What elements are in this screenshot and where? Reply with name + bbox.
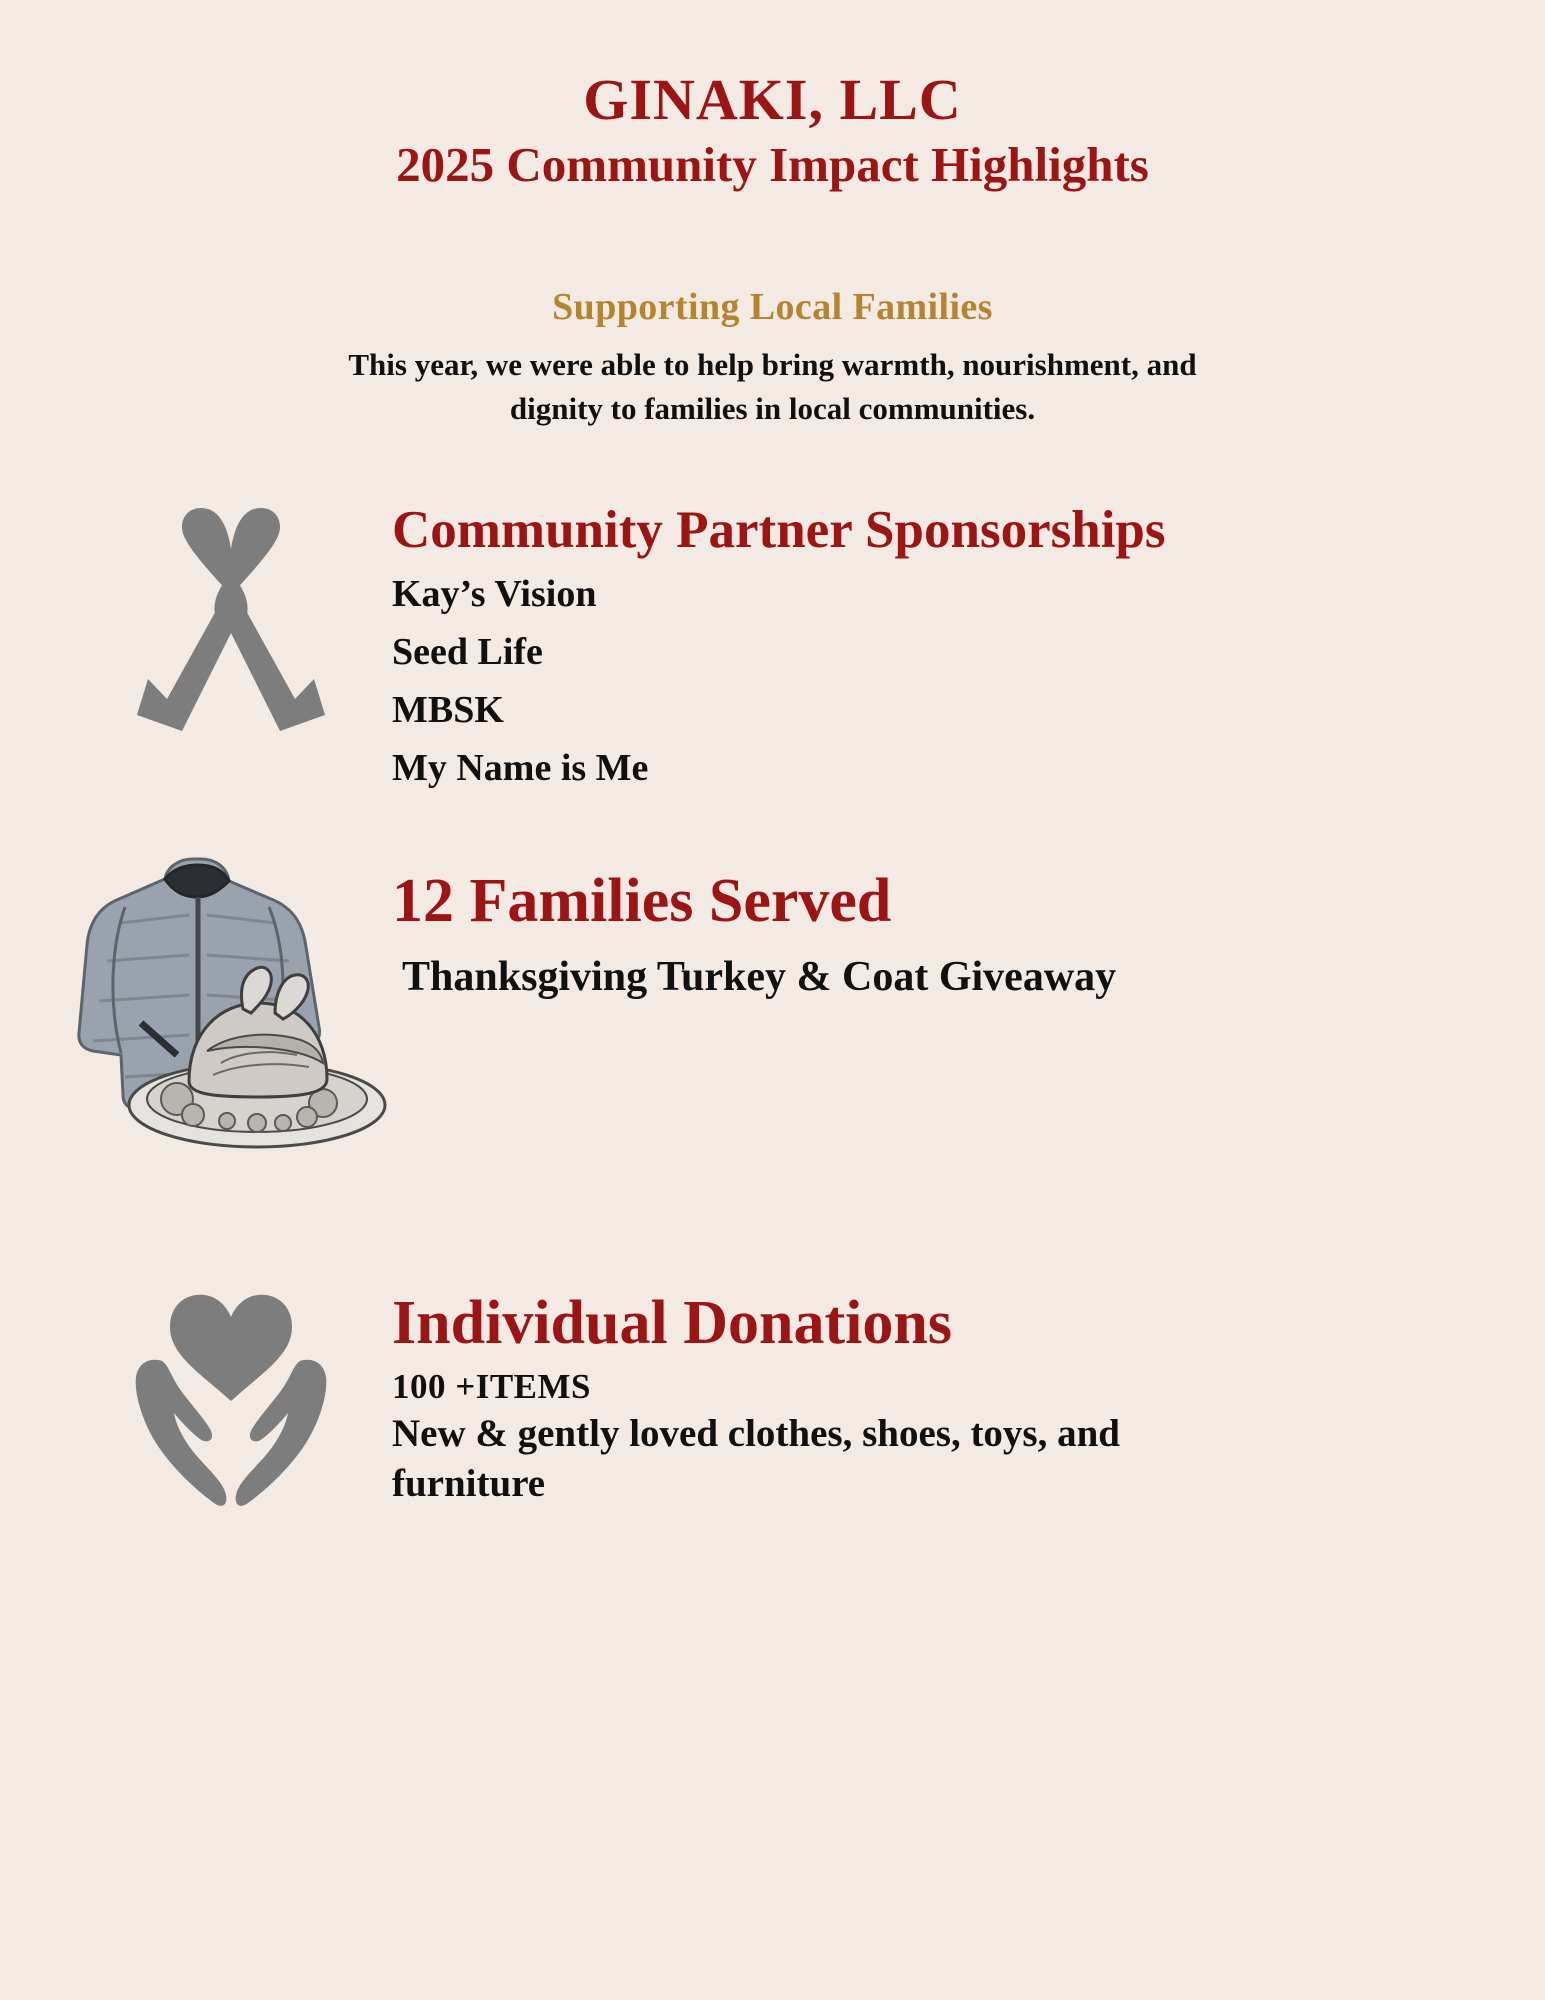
winter-coat-and-turkey-icon <box>61 837 401 1157</box>
heart-in-hands-icon <box>96 1273 366 1523</box>
list-item: My Name is Me <box>392 747 649 790</box>
awareness-ribbon-icon <box>124 503 339 763</box>
donation-description: New & gently loved clothes, shoes, toys, and furniture <box>392 1411 1120 1506</box>
section-text-container <box>366 1273 1505 1509</box>
section-icon-container <box>96 503 366 763</box>
section-icon-container <box>96 837 366 1157</box>
section-title: Community Partner Sponsorships <box>392 501 1166 560</box>
section-text-container <box>366 503 1505 797</box>
section-text-container <box>366 837 1505 1000</box>
section-families-served <box>0 837 1545 1157</box>
list-item: MBSK <box>392 689 504 732</box>
intro-heading: Supporting Local Families <box>552 286 993 329</box>
section-title: Individual Donations <box>392 1289 952 1358</box>
section-subtitle: Thanksgiving Turkey & Coat Giveaway <box>402 953 1117 1000</box>
page-subtitle: 2025 Community Impact Highlights <box>396 136 1149 192</box>
intro-block <box>0 285 1545 431</box>
page-header <box>0 0 1545 193</box>
section-individual-donations <box>0 1273 1545 1523</box>
list-item: Kay’s Vision <box>392 572 597 615</box>
intro-body: This year, we were able to help bring warmth, nourishment, and dignity to families in local communities. <box>348 347 1197 427</box>
section-title: 12 Families Served <box>392 867 892 936</box>
donation-item-count: 100 +ITEMS <box>392 1366 592 1406</box>
page-title: GINAKI, LLC <box>583 67 962 132</box>
section-community-partner-sponsorships <box>0 503 1545 797</box>
sponsor-list <box>392 565 1505 798</box>
section-icon-container <box>96 1273 366 1523</box>
list-item: Seed Life <box>392 631 543 674</box>
